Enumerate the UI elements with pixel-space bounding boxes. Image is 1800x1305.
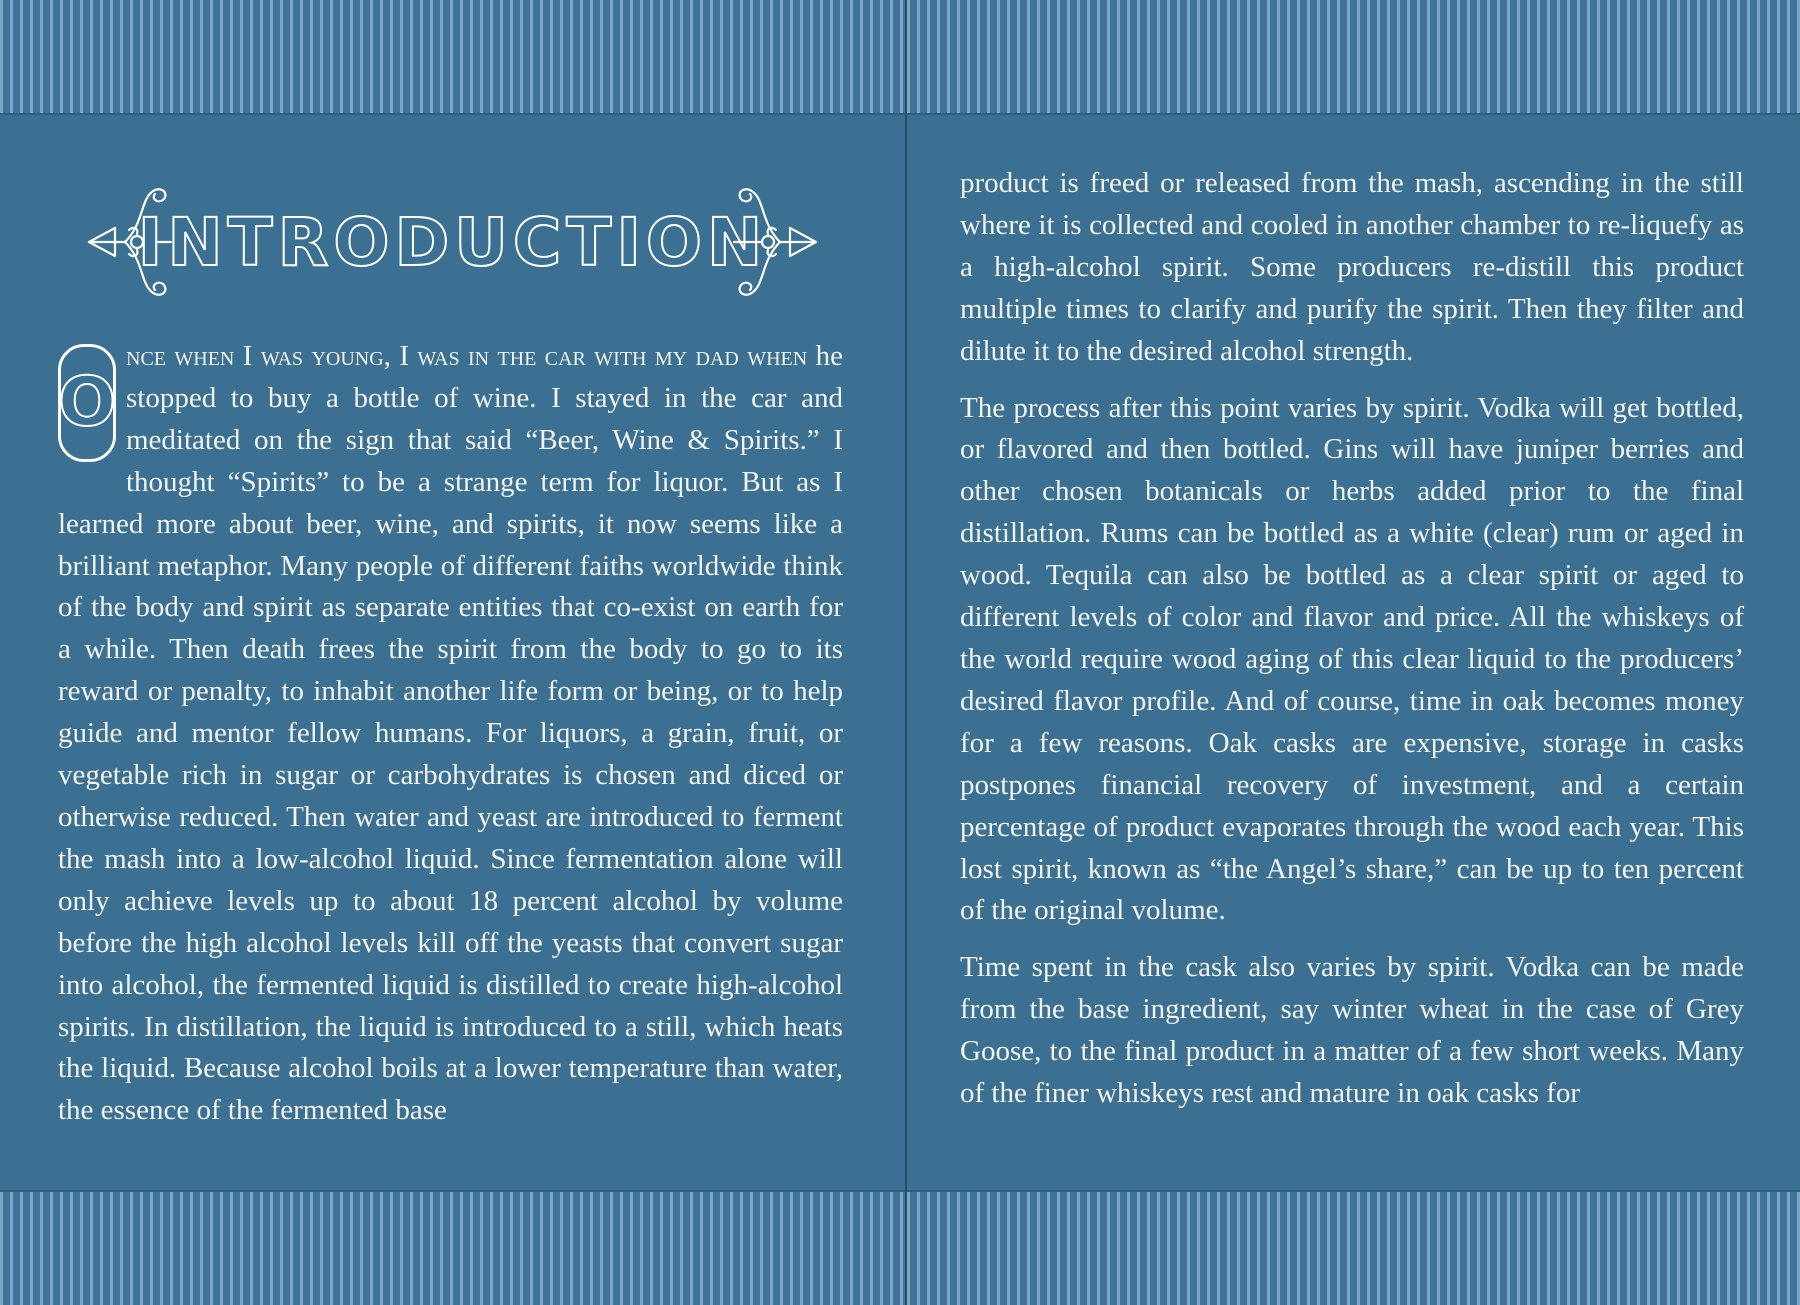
intro-paragraph [58, 336, 843, 1132]
bottom-stripe-band [907, 1190, 1800, 1305]
paragraph-body: he stopped to buy a bottle of wine. I stayed in the car and meditated on the sign that said “Beer, Wine & Spirits.” I thought “Spirits” to be a strange term for liquor. But as I learned more about beer, wine, and spirits, it now seems like a brilliant metaphor. Many people of different faiths worldwide think of the body and spirit as separate entities that co-exist on earth for a while. Then death frees the spirit from the body to go to its reward or penalty, to inhabit another life form or being, or to help guide and mentor fellow humans. For liquors, a grain, fruit, or vegetable rich in sugar or carbohydrates is chosen and diced or otherwise reduced. Then water and yeast are introduced to ferment the mash into a low-alcohol liquid. Since fermentation alone will only achieve levels up to about 18 percent alcohol by volume before the high alcohol levels kill off the yeasts that convert sugar into alcohol, the fermented liquid is distilled to create high-alcohol spirits. In distillation, the liquid is introduced to a still, which heats the liquid. Because alcohol boils at a lower temperature than water, the essence of the fermented base [58, 340, 843, 1127]
paragraph: The process after this point varies by spirit. Vodka will get bottled, or flavored and then bottled. Gins will have juniper berries and other chosen botanicals or herbs added prior to the final distillation. Rums can be bottled as a white (clear) rum or aged in wood. Tequila can also be bottled as a clear spirit or aged to different levels of color and flavor and price. All the whiskeys of the world require wood aging of this clear liquid to the producers’ desired flavor profile. And of course, time in oak becomes money for a few reasons. Oak casks are expensive, storage in casks postpones financial recovery of investment, and a certain percentage of product evaporates through the wood each year. This lost spirit, known as “the Angel’s share,” can be up to ten percent of the original volume. [960, 391, 1744, 927]
left-body-text [58, 336, 843, 1132]
page-heading: INTRODUCTION [137, 203, 768, 281]
heading-banner [85, 182, 820, 302]
lead-in-text: nce when I was young, I was in the car with my dad when [126, 340, 808, 372]
top-stripe-band [0, 0, 905, 115]
bottom-stripe-band [0, 1190, 905, 1305]
flourish-right-icon [730, 182, 820, 302]
top-stripe-band [907, 0, 1800, 115]
paragraph: product is freed or released from the mash, ascending in the still where it is collected and cooled in another chamber to re-liquefy as a high-alcohol spirit. Some producers re-distill this product multiple times to clarify and purify the spirit. Then they filter and dilute it to the desired alcohol strength. [960, 167, 1744, 367]
right-body-text [960, 163, 1744, 1130]
drop-cap: O [58, 344, 116, 462]
paragraph: Time spent in the cask also varies by spirit. Vodka can be made from the base ingredient, say winter wheat in the case of Grey Goose, to the final product in a matter of a few short weeks. Many of the finer whiskeys rest and mature in oak casks for [960, 951, 1744, 1110]
